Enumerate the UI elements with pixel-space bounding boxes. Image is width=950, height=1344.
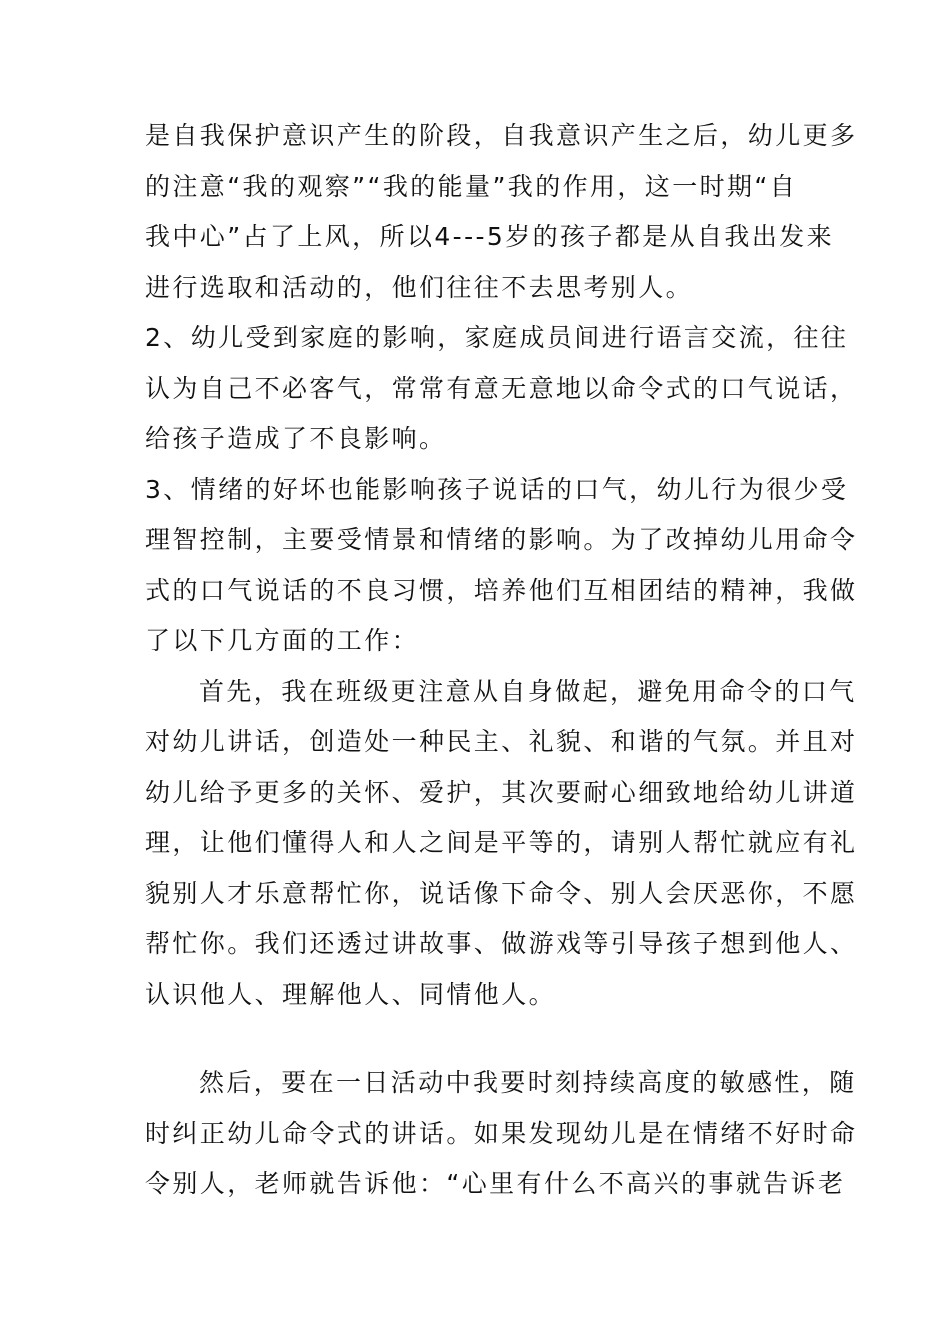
text-line: 首先，我在班级更注意从自身做起，避免用命令的口气 [199,676,857,706]
text-line: 的注意“我的观察”“我的能量”我的作用，这一时期“自 [145,171,798,201]
text-line: 式的口气说话的不良习惯，培养他们互相团结的精神，我做 [145,575,858,605]
text-line: 帮忙你。我们还透过讲故事、做游戏等引导孩子想到他人、 [145,929,858,958]
text-block-1 [145,111,858,1020]
text-line: 对幼儿讲话，创造处一种民主、礼貌、和谐的气氛。并且对 [145,727,858,756]
text-line: 是自我保护意识产生的阶段，自我意识产生之后，幼儿更多 [145,121,858,150]
text-line: 时纠正幼儿命令式的讲话。如果发现幼儿是在情绪不好时命 [145,1118,858,1148]
text-line: 进行选取和活动的，他们往往不去思考别人。 [145,272,694,302]
text-line: 令别人，老师就告诉他：“心里有什么不高兴的事就告诉老 [145,1169,846,1198]
text-block-2 [145,1058,858,1210]
text-line: 理，让他们懂得人和人之间是平等的，请别人帮忙就应有礼 [145,828,858,857]
text-line: 了以下几方面的工作： [145,626,420,655]
text-line: 认为自己不必客气，常常有意无意地以命令式的口气说话， [145,373,858,403]
text-line: 貌别人才乐意帮忙你，说话像下命令、别人会厌恶你，不愿 [145,878,858,908]
text-line: 3、情绪的好坏也能影响孩子说话的口气，幼儿行为很少受 [145,474,849,504]
text-line: 理智控制，主要受情景和情绪的影响。为了改掉幼儿用命令 [145,525,858,554]
text-line: 我中心”占了上风，所以4---5岁的孩子都是从自我出发来 [145,222,835,251]
text-line: 幼儿给予更多的关怀、爱护，其次要耐心细致地给幼儿讲道 [145,777,858,807]
text-line: 认识他人、理解他人、同情他人。 [145,979,557,1009]
text-line: 给孩子造成了不良影响。 [145,424,447,453]
text-line: 然后，要在一日活动中我要时刻持续高度的敏感性，随 [199,1068,857,1097]
text-line: 2、幼儿受到家庭的影响，家庭成员间进行语言交流，往往 [145,323,849,352]
